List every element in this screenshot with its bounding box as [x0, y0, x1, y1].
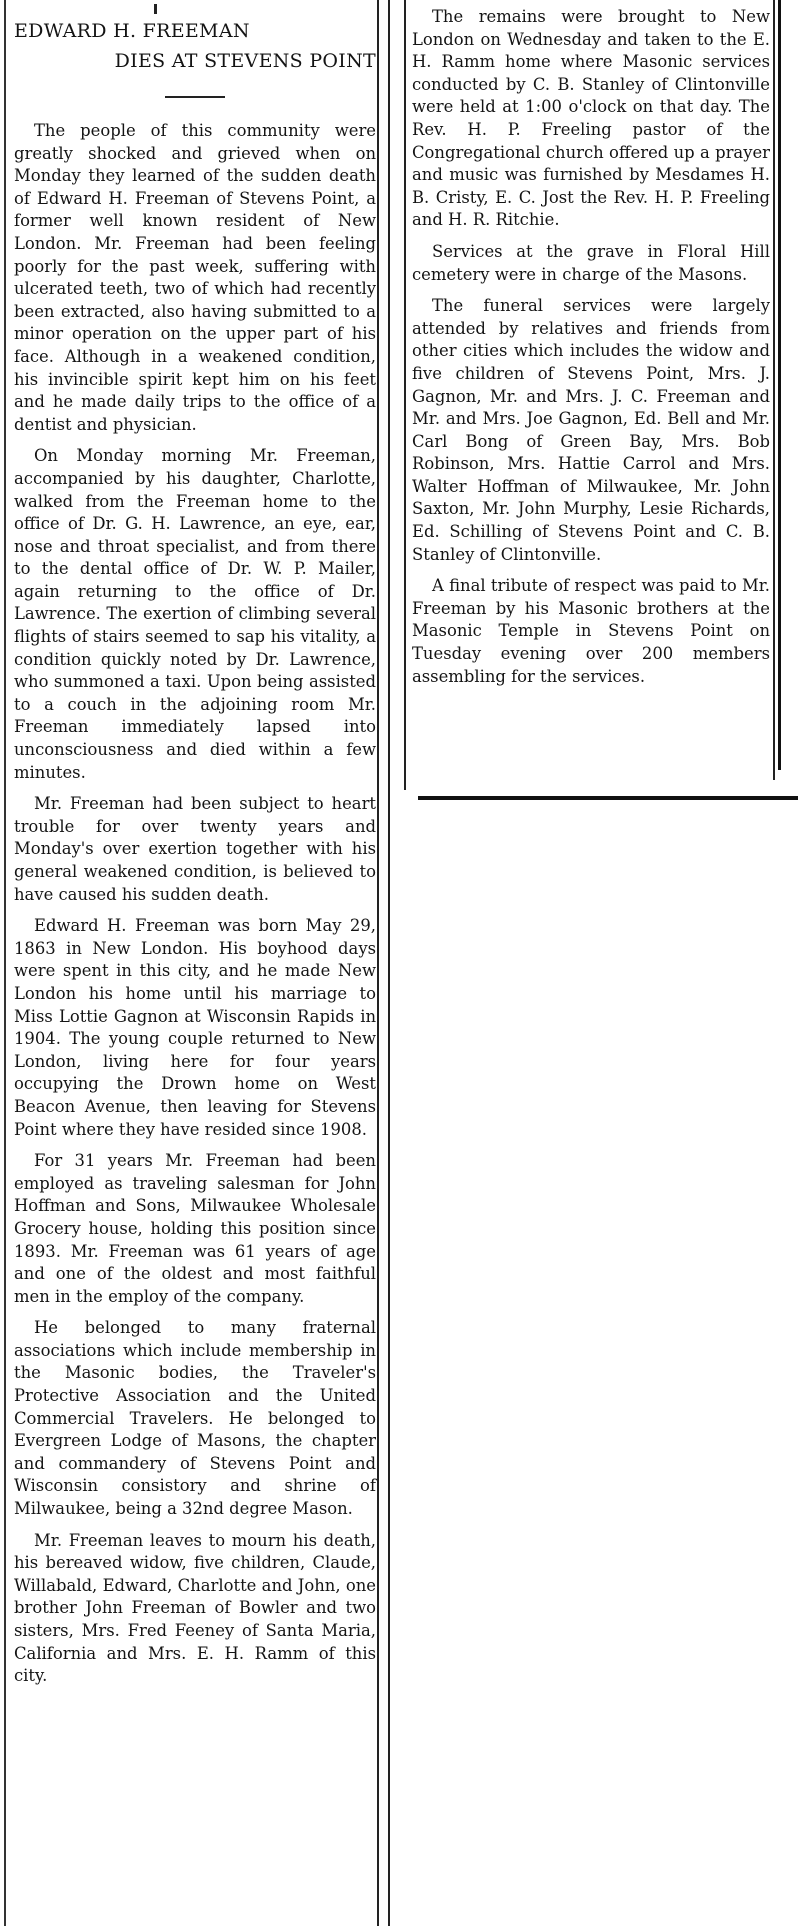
column-rule-middle-3: [404, 0, 406, 790]
headline-line-2: DIES AT STEVENS POINT: [114, 50, 376, 72]
paragraph: He belonged to many fraternal associations which include membership in the Masonic bodies, the Traveler's Protective Association and the United Commercial Travelers. He belonged to Evergreen Lodge of Masons, the chapter and commandery of Stevens Point and Wisconsin consistory and shrine of Milwaukee, being a 32nd degree Mason.: [14, 1318, 376, 1519]
paragraph: The people of this community were greatly shocked and grieved when on Monday they learned of the sudden death of Edward H. Freeman of Stevens Point, a former well known resident of New London. Mr. Freeman had been feeling poorly for the past week, suffering with ulcerated teeth, two of which had recently been extracted, also having submitted to a minor operation on the upper part of his face. Although in a weakened condition, his invincible spirit kept him on his feet and he made daily trips to the office of a dentist and physician.: [14, 121, 376, 434]
paragraph: On Monday morning Mr. Freeman, accompanied by his daughter, Charlotte, walked from the Freeman home to the office of Dr. G. H. Lawrence, an eye, ear, nose and throat specialist, and from there to the dental office of Dr. W. P. Mailer, again returning to the office of Dr. Lawrence. The exertion of climbing several flights of stairs seemed to sap his vitality, a condition quickly noted by Dr. Lawrence, who summoned a taxi. Upon being assisted to a couch in the adjoining room Mr. Freeman immediately lapsed into unconsciousness and died within a few minutes.: [14, 446, 376, 782]
paragraph: For 31 years Mr. Freeman had been employed as traveling salesman for John Hoffman and Sons, Milwaukee Wholesale Grocery house, holding this position since 1893. Mr. Freeman was 61 years of age and one of the oldest and most faithful men in the employ of the company.: [14, 1151, 376, 1306]
right-column: [412, 6, 770, 697]
column-rule-right-1: [773, 0, 775, 780]
article-end-rule: [418, 796, 798, 800]
column-rule-left: [4, 0, 6, 1926]
paragraph: Edward H. Freeman was born May 29, 1863 in New London. His boyhood days were spent in this city, and he made New London his home until his marriage to Miss Lottie Gagnon at Wisconsin Rapids in 1904. The young couple returned to New London, living here for four years occupying the Drown home on West Beacon Avenue, then leaving for Stevens Point where they have resided since 1908.: [14, 916, 376, 1139]
paragraph: Mr. Freeman leaves to mourn his death, his bereaved widow, five children, Claude, Willabald, Edward, Charlotte and John, one brother John Freeman of Bowler and two sisters, Mrs. Fred Feeney of Santa Maria, California and Mrs. E. H. Ramm of this city.: [14, 1530, 376, 1686]
left-column: [14, 16, 376, 1697]
paragraph: Mr. Freeman had been subject to heart trouble for over twenty years and Monday's over exertion together with his general weakened condition, is believed to have caused his sudden death.: [14, 794, 376, 904]
paragraph: The funeral services were largely attended by relatives and friends from other cities which includes the widow and five children of Stevens Point, Mrs. J. Gagnon, Mr. and Mrs. J. C. Freeman and Mr. and Mrs. Joe Gagnon, Ed. Bell and Mr. Carl Bong of Green Bay, Mrs. Bob Robinson, Mrs. Hattie Carrol and Mrs. Walter Hoffman of Milwaukee, Mr. John Saxton, Mr. John Murphy, Lesie Richards, Ed. Schilling of Stevens Point and C. B. Stanley of Clintonville.: [412, 296, 770, 564]
column-rule-right-2: [778, 0, 781, 770]
column-rule-middle-1: [377, 0, 379, 1926]
paragraph: Services at the grave in Floral Hill cemetery were in charge of the Masons.: [412, 241, 770, 284]
headline-divider: [165, 96, 225, 98]
headline-line-1: EDWARD H. FREEMAN: [14, 20, 250, 42]
column-tick: [154, 4, 157, 14]
column-rule-middle-2: [388, 0, 390, 1926]
paragraph: The remains were brought to New London on Wednesday and taken to the E. H. Ramm home where Masonic services conducted by C. B. Stanley of Clintonville were held at 1:00 o'clock on that day. The Rev. H. P. Freeling pastor of the Congregational church offered up a prayer and music was furnished by Mesdames H. B. Cristy, E. C. Jost the Rev. H. P. Freeling and H. R. Ritchie.: [412, 7, 770, 230]
paragraph: A final tribute of respect was paid to Mr. Freeman by his Masonic brothers at the Masonic Temple in Stevens Point on Tuesday evening over 200 members assembling for the services.: [412, 576, 770, 686]
